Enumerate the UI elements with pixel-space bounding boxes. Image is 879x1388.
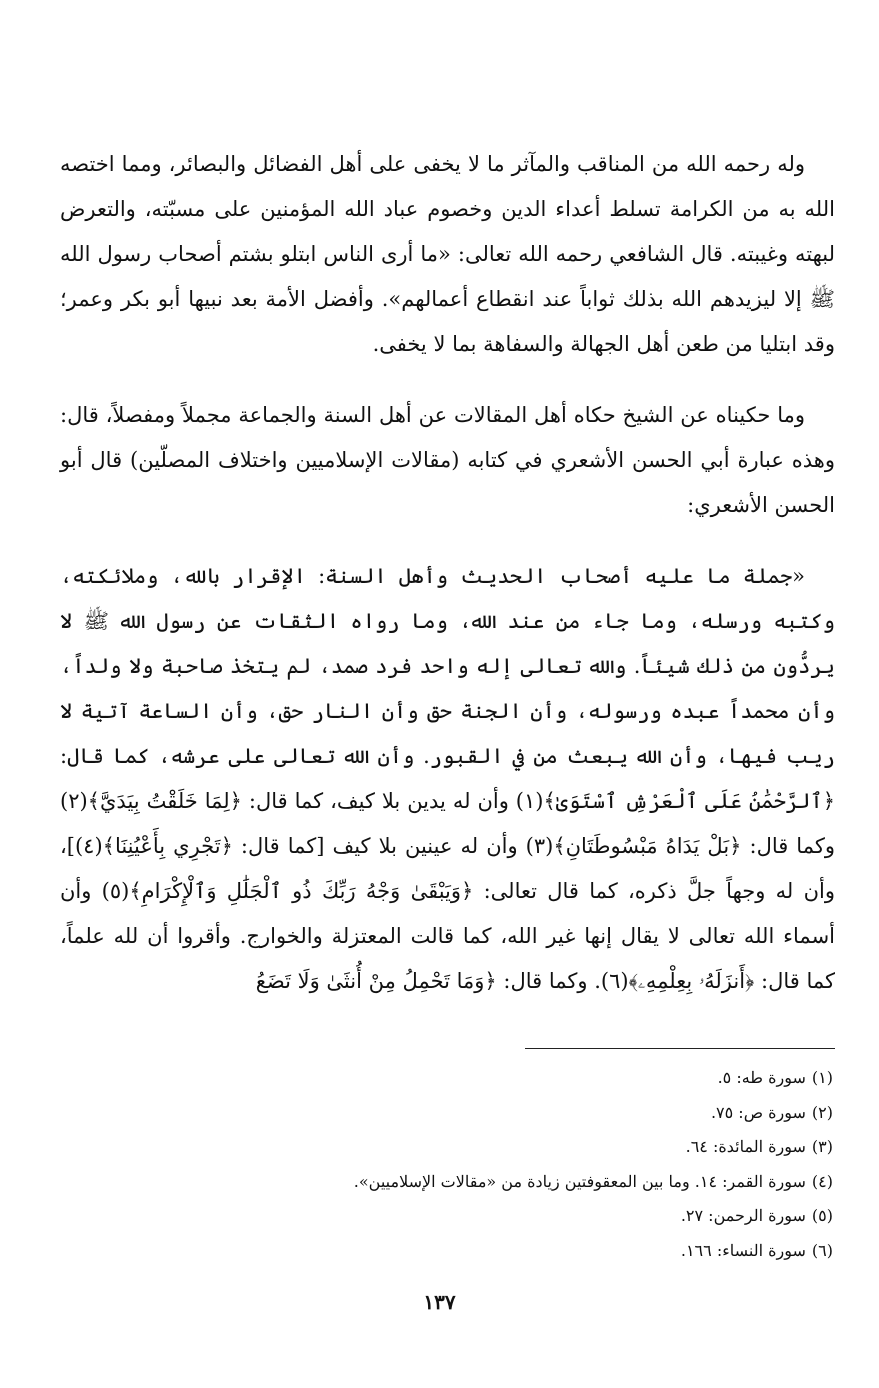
footnote-1 (60, 1061, 833, 1096)
footnote-number: (٣) (811, 1137, 833, 1156)
footnote-text: سورة ص: ٧٥. (710, 1102, 806, 1122)
footnote-text: سورة الرحمن: ٢٧. (680, 1206, 806, 1225)
footnote-5 (60, 1199, 833, 1234)
footnote-4 (60, 1165, 833, 1200)
footnote-text: سورة طه: ٥. (717, 1068, 806, 1087)
footnote-3 (60, 1130, 833, 1165)
footnote-6 (60, 1234, 833, 1269)
footnote-2 (60, 1096, 833, 1131)
footnote-text: سورة القمر: ١٤. وما بين المعقوفتين زيادة من «مقالات الإسلاميين». (353, 1171, 806, 1191)
footnote-text: سورة المائدة: ٦٤. (685, 1137, 806, 1156)
footnote-number: (٦) (811, 1240, 833, 1260)
paragraph-ashari-intro: وما حكيناه عن الشيخ حكاه أهل المقالات عن أهل السنة والجماعة مجملاً ومفصلاً، قال: وهذه عبارة أبي الحسن الأشعري في كتابه (مقالات الإسلاميين واختلاف المصلّين) قال أبو الحسن الأشعري: (60, 403, 835, 517)
footnote-number: (٤) (811, 1171, 833, 1191)
footnotes (60, 1061, 835, 1268)
footnote-number: (١) (811, 1068, 833, 1087)
book-page (60, 112, 835, 1388)
footnote-separator (525, 1048, 835, 1049)
page-number: ١٣٧ (423, 1290, 456, 1314)
footnote-number: (٢) (811, 1102, 833, 1122)
paragraph-creed-quote: «جملة ما عليه أصحاب الحديث وأهل السنة: الإقرار بالله، وملائكته، وكتبه ورسله، وما جاء من عند الله، وما رواه الثقات عن رسول الله ﷺ لا يردُّون من ذلك شيئاً. والله تعالى إله واحد فرد صمد، لم يتخذ صاحبة ولا ولداً، وأن محمداً عبده ورسوله، وأن الجنة حق وأن النار حق، وأن الساعة آتية لا ريب فيها، وأن الله يبعث من في القبور. وأن الله تعالى على عرشه، كما قال: ﴿ٱلرَّحْمَٰنُ عَلَى ٱلْعَرْشِ ٱسْتَوَىٰ﴾(١) وأن له يدين بلا كيف، كما قال: ﴿لِمَا خَلَقْتُ بِيَدَيَّ﴾(٢) وكما قال: ﴿بَلْ يَدَاهُ مَبْسُوطَتَانِ﴾(٣) وأن له عينين بلا كيف [كما قال: ﴿تَجْرِي بِأَعْيُنِنَا﴾(٤)]، وأن له وجهاً جلَّ ذكره، كما قال تعالى: ﴿وَيَبْقَىٰ وَجْهُ رَبِّكَ ذُو ٱلْجَلَٰلِ وَٱلْإِكْرَامِ﴾(٥) وأن أسماء الله تعالى لا يقال إنها غير الله، كما قالت المعتزلة والخوارج. وأقروا أن لله علماً، كما قال: ﴿أَنزَلَهُۥ بِعِلْمِهِۦ﴾(٦). وكما قال: ﴿وَمَا تَحْمِلُ مِنْ أُنثَىٰ وَلَا تَضَعُ (60, 564, 835, 993)
footnote-number: (٥) (811, 1206, 833, 1225)
paragraph-merits: وله رحمه الله من المناقب والمآثر ما لا يخفى على أهل الفضائل والبصائر، ومما اختصه الله به من الكرامة تسلط أعداء الدين وخصوم عباد الله المؤمنين على مسبّته، والتعرض لبهته وغيبته. قال الشافعي رحمه الله تعالى: «ما أرى الناس ابتلو بشتم أصحاب رسول الله ﷺ إلا ليزيدهم الله بذلك ثواباً عند انقطاع أعمالهم». وأفضل الأمة بعد نبيها أبو بكر وعمر؛ وقد ابتليا من طعن أهل الجهالة والسفاهة بما لا يخفى. (60, 152, 835, 356)
footnote-text: سورة النساء: ١٦٦. (680, 1240, 806, 1260)
